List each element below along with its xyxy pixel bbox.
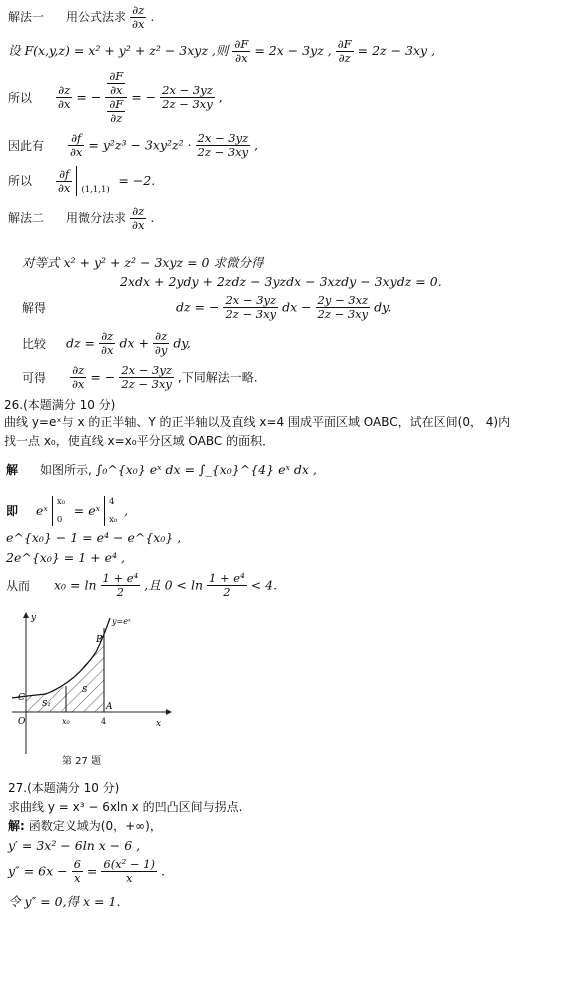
figure-caption: 第 27 题 [62,756,102,767]
q26-body-line1: 曲线 y=eˣ与 x 的正半轴、Y 的正半轴以及直线 x=4 围成平面区域 OABC，试在区间(0， 4)内 [4,415,511,429]
kede-label: 可得 [22,370,47,385]
q26-integral-line: 解 如图所示, ∫₀^{x₀} eˣ dx = ∫_{x₀}^{4} eˣ dx , [6,462,317,477]
q27-domain-line: 解: 函数定义域为(0，+∞)， [8,819,162,833]
q27-question: 求曲线 y = x³ − 6xln x 的凹凸区间与拐点. [8,800,243,814]
ln-fraction-2: $\frac{\text{1 + e⁴}}{2}$ [209,571,245,599]
dz-fraction-2: $\frac{2y - 3xz}{2z - 3xy}$ [317,293,369,321]
method2-heading: 解法二 [8,211,45,225]
dzdx-fraction: $\frac{\partial z}{\partial x}$ [57,83,71,111]
x-axis-arrow-icon [166,709,172,715]
q27-first-derivative: y′ = 3x² − 6ln x − 6 , [8,838,141,853]
q26-jie: 解 [6,463,19,477]
dfdx-fraction: $\frac{\partial f}{\partial x}$ [57,166,71,195]
label-O: O [18,717,26,727]
ln-fraction-1: $\frac{\text{1 + e⁴}}{2}$ [102,571,139,599]
yinci-fraction: $\frac{2x - 3yz}{2z - 3xy}$ [197,131,249,159]
q26-title: 26.(本题满分 10 分) [4,398,116,412]
label-x: x [156,719,162,729]
dzdx-fraction: $\frac{\partial z}{\partial x}$ [132,3,145,31]
dzdx-fraction: $\frac{\partial z}{\partial x}$ [101,329,114,357]
dFdz-fraction: $\frac{\partial F}{\partial z}$ [337,37,352,65]
ypp-fraction: $\frac{\text{6(x² − 1)}}{x}$ [103,857,156,885]
q27-set-zero: 令 y″ = 0,得 x = 1. [8,894,121,909]
q26-line4: 2e^{x₀} = 1 + e⁴ , [6,550,125,565]
label-A: A [106,702,113,712]
label-y: y [31,613,37,623]
suoyi1-label: 所以 [8,90,33,105]
method1-line: 解法一 用公式法求 $\frac{\partial z}{\partial x}$ . [8,3,155,31]
dz-fraction-1: $\frac{2x - 3yz}{2z - 3xy}$ [225,293,277,321]
q27-title: 27.(本题满分 10 分) [8,781,120,795]
q26-body-line2: 找一点 x₀，使直线 x=x₀平分区域 OABC 的面积． [4,434,275,448]
method1-heading: 解法一 [8,10,45,24]
tick-4: 4 [101,717,107,726]
six-over-x-fraction: $\frac{6}{x}$ [73,857,81,885]
bijiao-label: 比较 [22,336,47,351]
bijiao-line: 比较 dz = $\frac{\partial z}{\partial x}$ dx + $\frac{\partial z}{\partial y}$ dy, [22,329,191,357]
compound-fraction: $\frac{\frac{\partial F}{\partial x}}{\frac{\partial F}{\partial z}}$ [105,70,127,125]
eval-bar-2: 4 x₀ [104,496,108,526]
q27-second-derivative: y″ = 6x − $\frac{6}{x}$ = $\frac{\text{6(x² − 1)}}{x}$ . [8,857,165,885]
dzdx-fraction: $\frac{\partial z}{\partial x}$ [71,363,85,391]
method2-heading-text: 用微分法求 [66,211,127,225]
label-S1: S₁ [42,699,51,708]
y-axis-arrow-icon [23,612,29,618]
dzdy-fraction: $\frac{\partial z}{\partial y}$ [154,329,168,357]
dFdx-fraction: $\frac{\partial F}{\partial x}$ [234,37,249,65]
label-curve: y=eˣ [112,617,131,626]
method2-line: 解法二 用微分法求 $\frac{\partial z}{\partial x}$ . [8,204,155,232]
integral-equation: ∫₀^{x₀} eˣ dx = ∫_{x₀}^{4} eˣ dx , [95,462,317,477]
jiede-label: 解得 [22,300,47,315]
dzdx-fraction: $\frac{\partial z}{\partial x}$ [132,204,145,232]
yinci-line: 因此有 $\frac{\partial f}{\partial x}$ = y²z³ − 3xy²z² · $\frac{2x - 3yz}{2z - 3xy}$ , [8,131,259,159]
kede-fraction: $\frac{2x - 3yz}{2z - 3xy}$ [121,363,172,391]
jiede-line: 解得 dz = − $\frac{2x - 3yz}{2z - 3xy}$ dx − $\frac{2y - 3xz}{2z - 3xy}$ dy. [22,293,392,321]
method1-heading-text: 用公式法求 [66,10,127,24]
q26-eval-line: 即 eˣ x₀ 0 = eˣ 4 x₀ , [6,497,129,525]
dfdx-fraction: $\frac{\partial f}{\partial x}$ [69,131,83,159]
label-B: B [96,635,103,645]
q26-conclusion: 从而 x₀ = ln $\frac{\text{1 + e⁴}}{2}$ ,且 0 < ln $\frac{\text{1 + e⁴}}{2}$ < 4. [6,571,278,599]
suoyi1-line: 所以 $\frac{\partial z}{\partial x}$ = − $\frac{\frac{\partial F}{\partial x}}{\frac{\partial F}{\partial z}}$ = − $\frac{2x - 3yz}{2z - 3xy}$ , [8,69,223,125]
label-C: C [18,693,25,703]
result-fraction: $\frac{2x - 3yz}{2z - 3xy}$ [162,83,213,111]
area-figure [6,608,176,758]
setF-line: 设 F(x,y,z) = x² + y² + z² − 3xyz ,则 $\frac{\partial F}{\partial x}$ = 2x − 3yz , $\frac{\partial F}{\partial z}$ = 2z − 3xy , [8,37,436,65]
suoyi2-label: 所以 [8,174,33,188]
tick-x0: x₀ [62,717,70,726]
yinci-label: 因此有 [8,138,45,153]
suoyi2-line: 所以 $\frac{\partial f}{\partial x}$ (1,1,1) = −2. [8,166,156,195]
diff-line2: 2xdx + 2ydy + 2zdz − 3yzdx − 3xzdy − 3xydz = 0. [120,274,442,289]
q26-line3: e^{x₀} − 1 = e⁴ − e^{x₀} , [6,530,182,545]
kede-line: 可得 $\frac{\partial z}{\partial x}$ = − $\frac{2x - 3yz}{2z - 3xy}$ ,下同解法一略. [22,363,258,391]
eval-bar-1: x₀ 0 [52,496,56,526]
label-S: S [82,685,88,694]
diff-line1: 对等式 x² + y² + z² − 3xyz = 0 求微分得 [22,255,264,270]
evaluation-bar: (1,1,1) [76,166,80,196]
